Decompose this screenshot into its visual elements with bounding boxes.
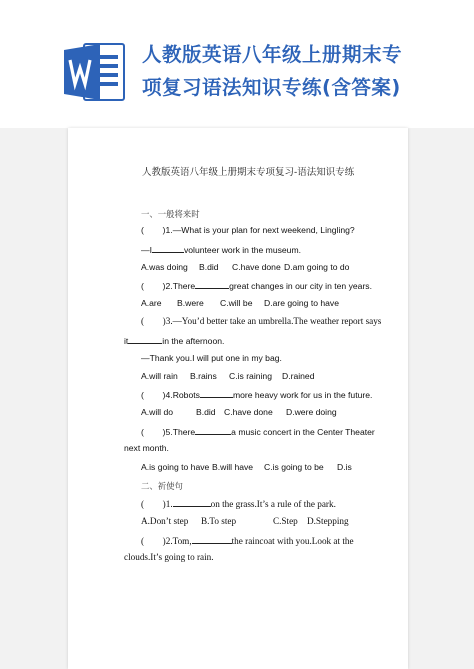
question-1-options bbox=[141, 262, 401, 274]
answer-paren-close: ) bbox=[162, 427, 166, 437]
question-text: great changes in our city in ten years. bbox=[229, 281, 372, 291]
option-d: D.is bbox=[337, 462, 352, 472]
fill-blank[interactable] bbox=[192, 535, 232, 544]
fill-blank[interactable] bbox=[128, 335, 162, 344]
word-document-icon bbox=[60, 38, 128, 106]
section-2-question-2 bbox=[141, 535, 354, 546]
question-2-options bbox=[141, 298, 401, 310]
section-2-question-2-line-2: clouds.It’s going to rain. bbox=[124, 552, 214, 562]
answer-paren-close: ) bbox=[162, 281, 166, 291]
question-4-options bbox=[141, 407, 401, 419]
document-title: 人教版英语八年级上册期末专项复习-语法知识专练 bbox=[142, 167, 355, 178]
section-heading-2: 二、祈使句 bbox=[141, 481, 183, 491]
option-b: B.did bbox=[199, 262, 219, 272]
answer-paren-open: ( bbox=[141, 536, 145, 546]
question-text: in the afternoon. bbox=[162, 336, 225, 346]
question-text: —I bbox=[141, 245, 152, 255]
option-a: A.is going to have bbox=[141, 462, 210, 472]
page-title bbox=[142, 38, 462, 104]
answer-paren-open: ( bbox=[141, 499, 145, 509]
answer-paren-close: ) bbox=[162, 225, 166, 235]
question-number: 2.There bbox=[165, 281, 196, 291]
question-1 bbox=[141, 225, 355, 235]
fill-blank[interactable] bbox=[200, 389, 233, 398]
option-a: A.will rain bbox=[141, 371, 178, 381]
question-number: 1. bbox=[165, 499, 173, 509]
question-text: —What is your plan for next weekend, Lingling? bbox=[172, 225, 355, 235]
question-number: 3. bbox=[165, 316, 173, 326]
option-c: C.Step bbox=[273, 516, 298, 526]
option-c: C.have done bbox=[232, 262, 281, 272]
answer-paren-close: ) bbox=[162, 316, 166, 326]
option-a: A.Don’t step bbox=[141, 516, 189, 526]
question-text: a music concert in the Center Theater bbox=[231, 427, 375, 437]
option-d: D.rained bbox=[282, 371, 315, 381]
answer-paren-open: ( bbox=[141, 316, 145, 326]
option-b: B.rains bbox=[190, 371, 217, 381]
answer-paren-open: ( bbox=[141, 281, 144, 291]
question-2 bbox=[141, 280, 372, 291]
option-a: A.are bbox=[141, 298, 162, 308]
option-a: A.will do bbox=[141, 407, 173, 417]
fill-blank[interactable] bbox=[195, 280, 229, 289]
answer-paren-close: ) bbox=[162, 499, 166, 509]
question-text: the raincoat with you.Look at the bbox=[231, 536, 354, 546]
question-5 bbox=[141, 426, 375, 437]
option-b: B.did bbox=[196, 407, 216, 417]
fill-blank[interactable] bbox=[195, 426, 231, 435]
question-3-line-2 bbox=[124, 335, 224, 346]
question-text: it bbox=[124, 336, 129, 346]
question-text: volunteer work in the museum. bbox=[183, 245, 302, 255]
question-number: 4.Robots bbox=[165, 390, 200, 400]
question-1-line-2 bbox=[141, 244, 301, 255]
answer-paren-open: ( bbox=[141, 225, 144, 235]
answer-paren-close: ) bbox=[162, 390, 166, 400]
document-header bbox=[0, 0, 474, 128]
section-2-question-1-options bbox=[141, 516, 401, 528]
question-4 bbox=[141, 389, 372, 400]
option-d: D.were doing bbox=[286, 407, 337, 417]
option-c: C.is raining bbox=[229, 371, 272, 381]
option-d: D.Stepping bbox=[307, 516, 349, 526]
question-5-options bbox=[141, 462, 401, 474]
option-a: A.was doing bbox=[141, 262, 188, 272]
section-heading-1: 一、一般将来时 bbox=[141, 209, 200, 219]
question-text: —You’d better take an umbrella.The weather report says bbox=[172, 316, 382, 326]
option-c: C.have done bbox=[224, 407, 273, 417]
question-number: 5.There bbox=[165, 427, 196, 437]
option-d: D.am going to do bbox=[284, 262, 350, 272]
answer-paren-open: ( bbox=[141, 427, 144, 437]
answer-paren-close: ) bbox=[162, 536, 166, 546]
option-c: C.is going to be bbox=[264, 462, 324, 472]
fill-blank[interactable] bbox=[152, 244, 184, 253]
question-text: more heavy work for us in the future. bbox=[232, 390, 373, 400]
option-b: B.were bbox=[177, 298, 204, 308]
question-3-line-3: —Thank you.I will put one in my bag. bbox=[141, 353, 282, 363]
question-3-options bbox=[141, 371, 401, 383]
title-line-1: 人教版英语八年级上册期末专 bbox=[142, 43, 403, 66]
section-2-question-1 bbox=[141, 498, 336, 509]
question-text: on the grass.It’s a rule of the park. bbox=[210, 499, 336, 509]
title-line-2: 项复习语法知识专练(含答案) bbox=[142, 76, 401, 99]
fill-blank[interactable] bbox=[173, 498, 211, 507]
question-3 bbox=[141, 316, 381, 326]
question-number: 1. bbox=[165, 225, 173, 235]
question-number: 2.Tom, bbox=[165, 536, 192, 546]
answer-paren-open: ( bbox=[141, 390, 144, 400]
option-d: D.are going to have bbox=[264, 298, 340, 308]
option-c: C.will be bbox=[220, 298, 253, 308]
option-b: B.will have bbox=[212, 462, 254, 472]
option-b: B.To step bbox=[201, 516, 237, 526]
question-5-line-2: next month. bbox=[124, 443, 169, 453]
